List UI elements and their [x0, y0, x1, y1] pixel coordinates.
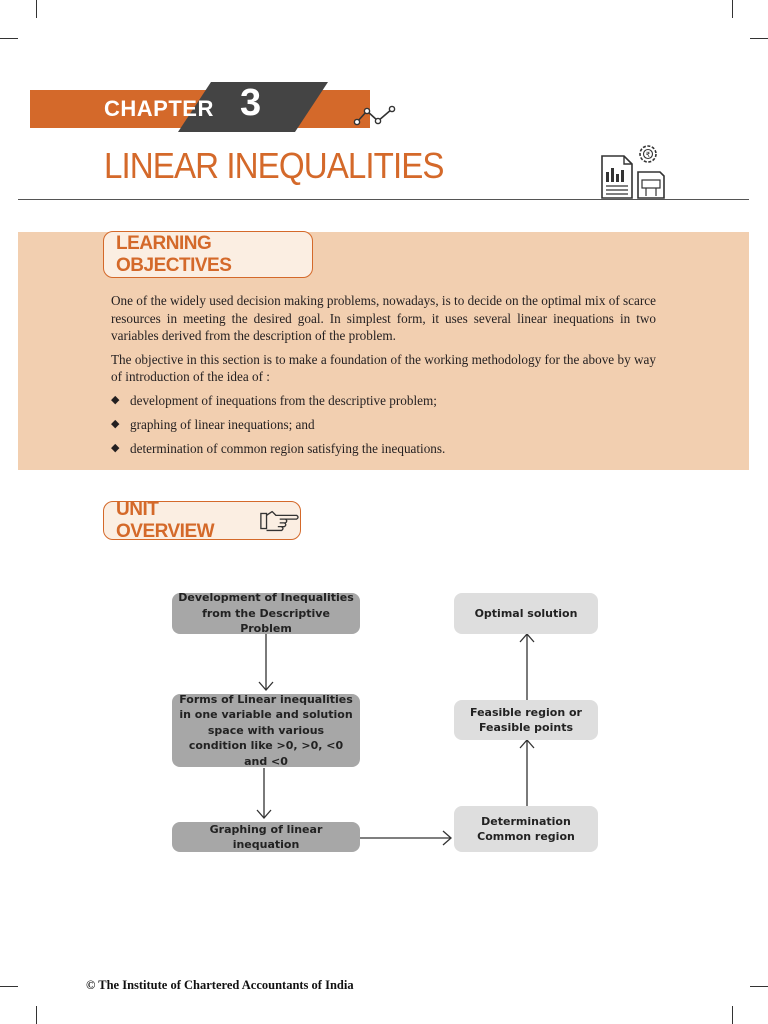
- flow-box-text: Development of Inequalities from the Descriptive Problem: [178, 591, 354, 636]
- diamond-bullet-icon: ◆: [111, 417, 120, 430]
- diamond-bullet-icon: ◆: [111, 441, 120, 454]
- objective-item-text: determination of common region satisfying the inequations.: [130, 440, 446, 456]
- flow-box-text: Forms of Linear inequalities in one variable and solution space with various condition like >0, >0, <0 and <0: [179, 692, 353, 768]
- unit-overview-heading-text: UNIT OVERVIEW: [116, 498, 215, 542]
- objective-item-text: development of inequations from the descriptive problem;: [130, 392, 437, 408]
- flow-box-graphing: [172, 822, 360, 852]
- flow-box-text: Graphing of linear inequation: [209, 822, 323, 851]
- objectives-paragraph-2: The objective in this section is to make a foundation of the working methodology for the above by way of introduction of the idea of :: [111, 351, 656, 384]
- flow-box-development: [172, 593, 360, 634]
- flow-box-text: Feasible region or Feasible points: [470, 705, 582, 734]
- chapter-label: CHAPTER: [104, 96, 214, 121]
- svg-text:₹: ₹: [645, 151, 651, 159]
- flow-box-text: Determination Common region: [477, 814, 575, 843]
- learning-objectives-heading-text: LEARNING OBJECTIVES: [116, 232, 232, 276]
- chapter-number: 3: [240, 82, 262, 124]
- flow-box-forms: [172, 694, 360, 767]
- flow-box-determination: [454, 806, 598, 852]
- flow-box-text: Optimal solution: [474, 606, 578, 620]
- flow-box-feasible-region: [454, 700, 598, 740]
- objective-item-text: graphing of linear inequations; and: [130, 416, 315, 432]
- objectives-paragraph-1: One of the widely used decision making problems, nowadays, is to decide on the optimal mix of scarce resources in meeting the desired goal. In simplest form, it uses several linear inequations in two variables derived from the description of the problem.: [111, 293, 656, 343]
- chapter-title: LINEAR INEQUALITIES: [104, 145, 444, 186]
- copyright-footer: © The Institute of Chartered Accountants of India: [86, 978, 354, 992]
- flow-box-optimal-solution: [454, 593, 598, 634]
- diamond-bullet-icon: ◆: [111, 393, 120, 406]
